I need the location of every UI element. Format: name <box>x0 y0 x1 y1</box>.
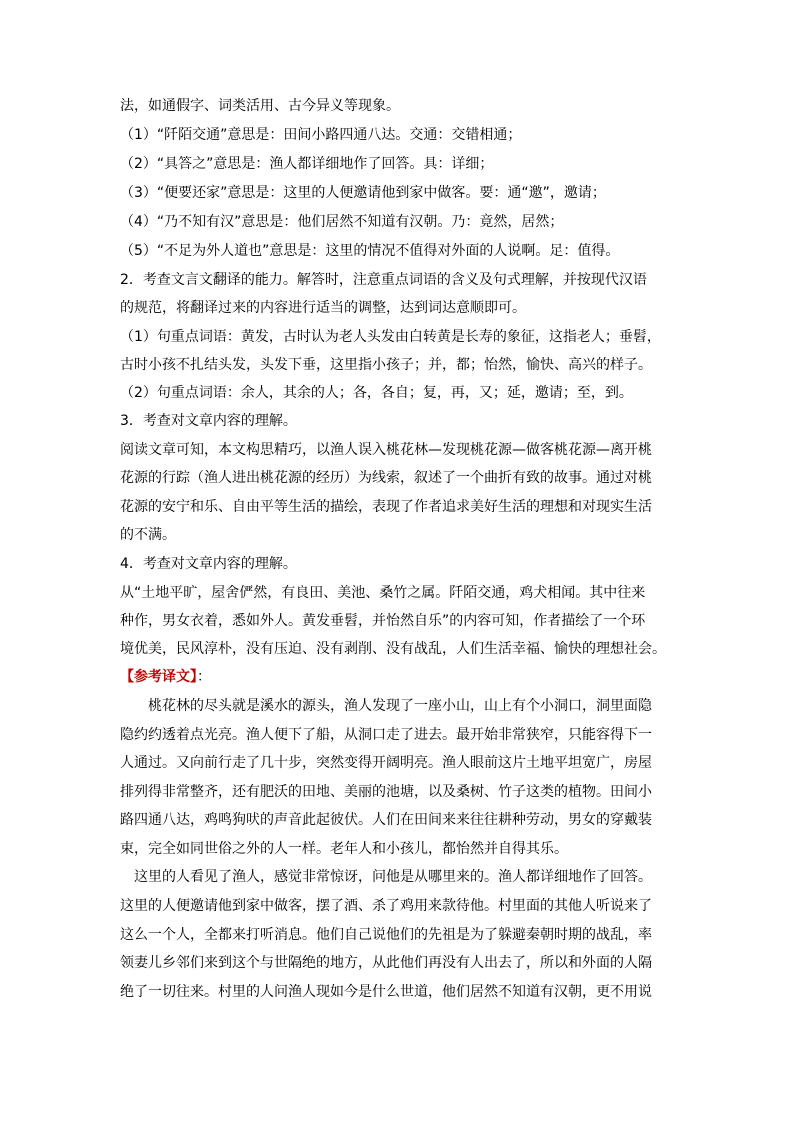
text-line-8: 的规范，将翻译过来的内容进行适当的调整，达到词达意顺即可。 <box>120 300 526 316</box>
reference-heading-line <box>120 667 690 687</box>
text-line-6: （5）“不足为外人道也”意思是：这里的情况不值得对外面的人说啊。足：值得。 <box>120 243 620 259</box>
translation-line-10: 领妻儿乡邻们来到这个与世隔绝的地方，从此他们再没有人出去了，所以和外面的人隔 <box>120 955 652 971</box>
text-line-18: 从“土地平旷，屋舍俨然，有良田、美池、桑竹之属。阡陌交通，鸡犬相闻。其中往来 <box>120 585 646 601</box>
translation-line-1: 桃花林的尽头就是溪水的源头，渔人发现了一座小山，山上有个小洞口，洞里面隐 <box>148 698 652 714</box>
text-line-3: （2）“具答之”意思是：渔人都详细地作了回答。具：详细； <box>120 156 494 172</box>
text-line-9: （1）句重点词语：黄发，古时认为老人头发由白转黄是长寿的象征，这指老人；垂髫， <box>120 329 661 345</box>
text-line-10: 古时小孩不扎结头发，头发下垂，这里指小孩子；并，都；怡然，愉快、高兴的样子。 <box>120 357 652 373</box>
text-line-1: 法，如通假字、词类活用、古今异义等现象。 <box>120 98 400 114</box>
translation-line-4: 排列得非常整齐，还有肥沃的田地、美丽的池塘，以及桑树、竹子这类的植物。田间小 <box>120 784 652 800</box>
translation-line-8: 这里的人便邀请他到家中做客，摆了酒、杀了鸡用来款待他。村里面的其他人听说来了 <box>120 898 652 914</box>
text-line-14: 花源的行踪（渔人进出桃花源的经历）为线索，叙述了一个曲折有致的故事。通过对桃 <box>120 470 652 486</box>
text-line-16: 的不满。 <box>120 527 176 543</box>
translation-line-2: 隐约约透着点光亮。渔人便下了船，从洞口走了进去。最开始非常狭窄，只能容得下一 <box>120 727 652 743</box>
text-line-17: 4．考查对文章内容的理解。 <box>120 556 297 572</box>
text-line-2: （1）“阡陌交通”意思是：田间小路四通八达。交通：交错相通； <box>120 127 522 143</box>
translation-line-3: 人通过。又向前行走了几十步，突然变得开阔明亮。渔人眼前这片土地平坦宽广，房屋 <box>120 755 652 771</box>
reference-colon: ： <box>197 669 211 685</box>
text-line-20: 境优美，民风淳朴，没有压迫、没有剥削、没有战乱，人们生活幸福、愉快的理想社会。 <box>120 641 666 657</box>
text-line-13: 阅读文章可知，本文构思精巧，以渔人误入桃花林—发现桃花源—做客桃花源—离开桃 <box>120 442 652 458</box>
translation-line-11: 绝了一切往来。村里的人问渔人现如今是什么世道，他们居然不知道有汉朝，更不用说 <box>120 984 652 1000</box>
text-line-7: 2．考查文言文翻译的能力。解答时，注意重点词语的含义及句式理解，并按现代汉语 <box>120 272 647 288</box>
translation-line-5: 路四通八达，鸡鸣狗吠的声音此起彼伏。人们在田间来来往往耕种劳动，男女的穿戴装 <box>120 812 652 828</box>
reference-heading: 【参考译文】 <box>120 669 197 685</box>
text-line-12: 3．考查对文章内容的理解。 <box>120 413 297 429</box>
translation-line-9: 这么一个人，全都来打听消息。他们自己说他们的先祖是为了躲避秦朝时期的战乱，率 <box>120 927 652 943</box>
text-line-15: 花源的安宁和乐、自由平等生活的描绘，表现了作者追求美好生活的理想和对现实生活 <box>120 499 652 515</box>
translation-line-6: 束，完全如同世俗之外的人一样。老年人和小孩儿，都怡然并自得其乐。 <box>120 841 568 857</box>
text-line-5: （4）“乃不知有汉”意思是：他们居然不知道有汉朝。乃：竟然，居然； <box>120 214 564 230</box>
text-line-11: （2）句重点词语：余人，其余的人；各，各自；复，再，又；延，邀请；至，到。 <box>120 385 633 401</box>
translation-line-7: 这里的人看见了渔人，感觉非常惊讶，问他是从哪里来的。渔人都详细地作了回答。 <box>134 869 652 885</box>
text-line-19: 种作，男女衣着，悉如外人。黄发垂髫，并怡然自乐”的内容可知，作者描绘了一个环 <box>120 613 646 629</box>
text-line-4: （3）“便要还家”意思是：这里的人便邀请他到家中做客。要：通“邀”，邀请； <box>120 185 606 201</box>
